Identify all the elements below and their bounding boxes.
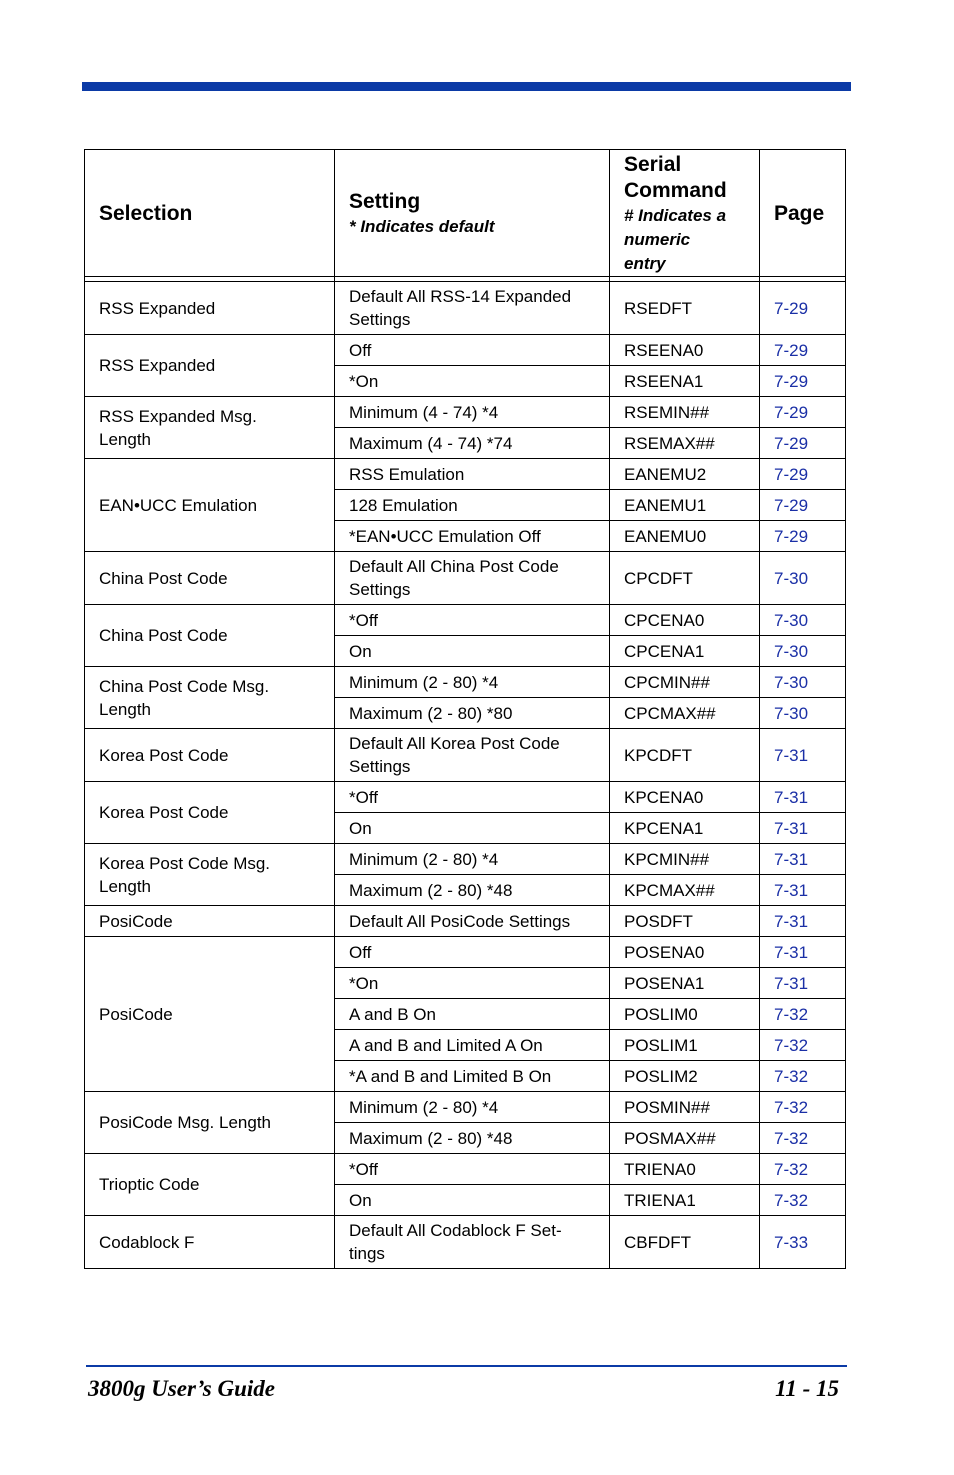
cell-serial-command: KPCENA1 — [610, 813, 760, 844]
cell-page[interactable]: 7-31 — [760, 729, 846, 782]
header-setting — [335, 150, 610, 277]
cell-serial-command: TRIENA0 — [610, 1154, 760, 1185]
table-header-row — [85, 150, 846, 277]
cell-setting: Off — [335, 335, 610, 366]
cell-page[interactable]: 7-31 — [760, 968, 846, 999]
cell-selection: China Post Code Msg. Length — [85, 667, 335, 729]
cell-selection: China Post Code — [85, 552, 335, 605]
cell-page[interactable]: 7-29 — [760, 335, 846, 366]
header-setting-note: * Indicates default — [349, 217, 495, 236]
cell-serial-command: RSEENA0 — [610, 335, 760, 366]
cell-selection: PosiCode — [85, 937, 335, 1092]
cell-serial-command: KPCMIN## — [610, 844, 760, 875]
cell-setting: A and B and Limited A On — [335, 1030, 610, 1061]
cell-setting: *EAN•UCC Emulation Off — [335, 521, 610, 552]
cell-serial-command: CPCENA0 — [610, 605, 760, 636]
cell-setting: RSS Emulation — [335, 459, 610, 490]
cell-page[interactable]: 7-31 — [760, 844, 846, 875]
cell-page[interactable]: 7-32 — [760, 1061, 846, 1092]
table-row — [85, 282, 846, 335]
table-row — [85, 906, 846, 937]
cell-page[interactable]: 7-30 — [760, 636, 846, 667]
cell-setting: Default All China Post Code Settings — [335, 552, 610, 605]
cell-serial-command: POSMAX## — [610, 1123, 760, 1154]
cell-serial-command: CPCDFT — [610, 552, 760, 605]
cell-setting: On — [335, 1185, 610, 1216]
cell-page[interactable]: 7-29 — [760, 521, 846, 552]
cell-serial-command: RSEENA1 — [610, 366, 760, 397]
table-row — [85, 667, 846, 698]
header-serial-label: Serial Command — [624, 153, 727, 202]
cell-page[interactable]: 7-31 — [760, 906, 846, 937]
cell-setting: 128 Emulation — [335, 490, 610, 521]
table-row — [85, 397, 846, 428]
cell-serial-command: POSLIM1 — [610, 1030, 760, 1061]
cell-serial-command: POSDFT — [610, 906, 760, 937]
cell-serial-command: EANEMU1 — [610, 490, 760, 521]
cell-page[interactable]: 7-31 — [760, 813, 846, 844]
table-row — [85, 1154, 846, 1185]
header-selection: Selection — [85, 150, 335, 277]
cell-page[interactable]: 7-32 — [760, 1185, 846, 1216]
cell-page[interactable]: 7-29 — [760, 366, 846, 397]
settings-table-wrap — [84, 149, 845, 1269]
cell-serial-command: EANEMU0 — [610, 521, 760, 552]
cell-serial-command: CPCENA1 — [610, 636, 760, 667]
cell-setting: *Off — [335, 605, 610, 636]
table-body — [85, 282, 846, 1269]
footer-rule — [86, 1365, 847, 1367]
cell-serial-command: CBFDFT — [610, 1216, 760, 1269]
cell-serial-command: POSENA1 — [610, 968, 760, 999]
cell-page[interactable]: 7-32 — [760, 1092, 846, 1123]
settings-table — [84, 149, 846, 1269]
cell-setting: A and B On — [335, 999, 610, 1030]
cell-setting: Default All PosiCode Settings — [335, 906, 610, 937]
cell-serial-command: RSEMAX## — [610, 428, 760, 459]
cell-serial-command: RSEMIN## — [610, 397, 760, 428]
cell-setting: Maximum (4 - 74) *74 — [335, 428, 610, 459]
cell-page[interactable]: 7-30 — [760, 552, 846, 605]
header-serial-command — [610, 150, 760, 277]
cell-page[interactable]: 7-29 — [760, 282, 846, 335]
cell-selection: Korea Post Code Msg. Length — [85, 844, 335, 906]
cell-serial-command: POSMIN## — [610, 1092, 760, 1123]
cell-setting: Minimum (4 - 74) *4 — [335, 397, 610, 428]
cell-page[interactable]: 7-29 — [760, 490, 846, 521]
cell-setting: Minimum (2 - 80) *4 — [335, 844, 610, 875]
cell-selection: RSS Expanded — [85, 335, 335, 397]
cell-serial-command: TRIENA1 — [610, 1185, 760, 1216]
cell-setting: Default All Codablock F Set-tings — [335, 1216, 610, 1269]
cell-selection: Korea Post Code — [85, 782, 335, 844]
top-accent-bar — [82, 82, 851, 91]
cell-setting: Default All RSS-14 Expanded Settings — [335, 282, 610, 335]
cell-setting: On — [335, 636, 610, 667]
header-page: Page — [760, 150, 846, 277]
cell-selection: RSS Expanded Msg. Length — [85, 397, 335, 459]
cell-setting: *Off — [335, 782, 610, 813]
table-row — [85, 605, 846, 636]
cell-setting: Off — [335, 937, 610, 968]
cell-page[interactable]: 7-30 — [760, 667, 846, 698]
table-row — [85, 844, 846, 875]
cell-selection: Codablock F — [85, 1216, 335, 1269]
cell-page[interactable]: 7-32 — [760, 1154, 846, 1185]
cell-setting: *Off — [335, 1154, 610, 1185]
cell-serial-command: RSEDFT — [610, 282, 760, 335]
cell-setting: Maximum (2 - 80) *48 — [335, 875, 610, 906]
cell-page[interactable]: 7-31 — [760, 937, 846, 968]
cell-selection: China Post Code — [85, 605, 335, 667]
table-row — [85, 1092, 846, 1123]
cell-page[interactable]: 7-30 — [760, 605, 846, 636]
cell-setting: On — [335, 813, 610, 844]
cell-serial-command: POSENA0 — [610, 937, 760, 968]
table-row — [85, 459, 846, 490]
table-row — [85, 782, 846, 813]
table-row — [85, 1216, 846, 1269]
cell-page[interactable]: 7-31 — [760, 875, 846, 906]
cell-page[interactable]: 7-29 — [760, 459, 846, 490]
cell-selection: RSS Expanded — [85, 282, 335, 335]
cell-selection: PosiCode — [85, 906, 335, 937]
cell-selection: Korea Post Code — [85, 729, 335, 782]
cell-selection: PosiCode Msg. Length — [85, 1092, 335, 1154]
footer-page-number: 11 - 15 — [775, 1376, 839, 1401]
cell-setting: Maximum (2 - 80) *48 — [335, 1123, 610, 1154]
cell-serial-command: KPCENA0 — [610, 782, 760, 813]
cell-setting: Maximum (2 - 80) *80 — [335, 698, 610, 729]
cell-page[interactable]: 7-32 — [760, 1030, 846, 1061]
table-row — [85, 729, 846, 782]
cell-page[interactable]: 7-29 — [760, 397, 846, 428]
cell-setting: *On — [335, 366, 610, 397]
cell-serial-command: KPCDFT — [610, 729, 760, 782]
cell-selection: Trioptic Code — [85, 1154, 335, 1216]
cell-serial-command: POSLIM2 — [610, 1061, 760, 1092]
header-serial-note: # Indicates a numeric entry — [624, 206, 727, 273]
cell-page[interactable]: 7-33 — [760, 1216, 846, 1269]
cell-serial-command: EANEMU2 — [610, 459, 760, 490]
cell-serial-command: KPCMAX## — [610, 875, 760, 906]
cell-page[interactable]: 7-30 — [760, 698, 846, 729]
cell-page[interactable]: 7-29 — [760, 428, 846, 459]
cell-setting: *A and B and Limited B On — [335, 1061, 610, 1092]
cell-setting: Minimum (2 - 80) *4 — [335, 667, 610, 698]
cell-selection: EAN•UCC Emulation — [85, 459, 335, 552]
cell-serial-command: CPCMAX## — [610, 698, 760, 729]
table-row — [85, 937, 846, 968]
cell-page[interactable]: 7-31 — [760, 782, 846, 813]
cell-page[interactable]: 7-32 — [760, 999, 846, 1030]
cell-page[interactable]: 7-32 — [760, 1123, 846, 1154]
cell-setting: *On — [335, 968, 610, 999]
cell-serial-command: POSLIM0 — [610, 999, 760, 1030]
cell-setting: Minimum (2 - 80) *4 — [335, 1092, 610, 1123]
table-row — [85, 552, 846, 605]
table-row — [85, 335, 846, 366]
cell-setting: Default All Korea Post Code Settings — [335, 729, 610, 782]
footer-guide-title: 3800g User’s Guide — [88, 1376, 275, 1401]
header-setting-label: Setting — [349, 190, 421, 213]
cell-serial-command: CPCMIN## — [610, 667, 760, 698]
